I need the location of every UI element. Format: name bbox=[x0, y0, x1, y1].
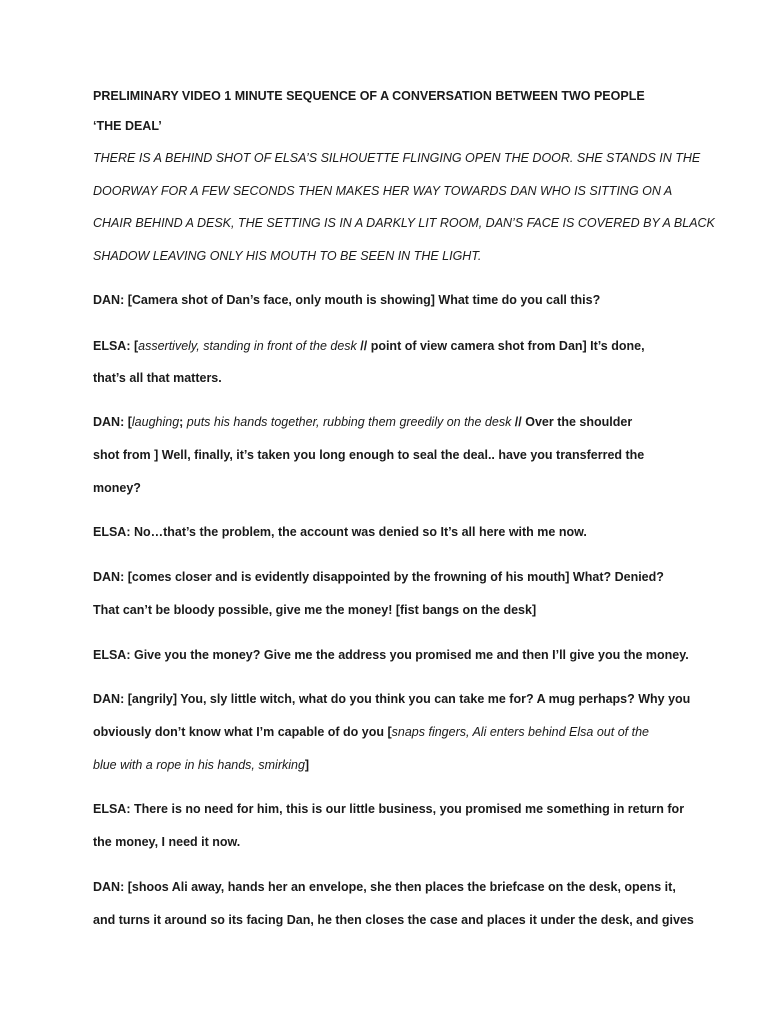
stage-direction: blue with a rope in his hands, smirking bbox=[93, 758, 305, 772]
script-line-dan-5: DAN: [shoos Ali away, hands her an envelope, she then places the briefcase on the desk, opens it, bbox=[93, 880, 676, 894]
camera-direction: shot from bbox=[93, 448, 155, 462]
script-line-dan-2 bbox=[93, 414, 632, 430]
script-line-elsa-4-cont: the money, I need it now. bbox=[93, 835, 241, 849]
dialogue-text: ] What? Denied? bbox=[565, 570, 664, 584]
dialogue-text: ] You, sly little witch, what do you think you can take me for? A mug perhaps? Why you bbox=[172, 692, 691, 706]
intro-line-4: SHADOW LEAVING ONLY HIS MOUTH TO BE SEEN IN THE LIGHT. bbox=[93, 249, 482, 263]
speaker-label: DAN: [ bbox=[93, 293, 132, 307]
stage-direction: puts his hands together, rubbing them greedily on the desk bbox=[183, 415, 512, 429]
speaker-label: ELSA: [ bbox=[93, 339, 139, 353]
dialogue-text: ] Well, finally, it’s taken you long enough to seal the deal.. have you transferred the bbox=[154, 448, 645, 462]
dialogue-text: obviously don’t know what I’m capable of do you [ bbox=[93, 725, 392, 739]
script-line-dan-4-cont-2 bbox=[93, 757, 309, 773]
intro-line-1: THERE IS A BEHIND SHOT OF ELSA’S SILHOUETTE FLINGING OPEN THE DOOR. SHE STANDS IN THE bbox=[93, 151, 701, 165]
camera-direction: point of view camera shot from Dan bbox=[370, 339, 583, 353]
intro-line-2: DOORWAY FOR A FEW SECONDS THEN MAKES HER WAY TOWARDS DAN WHO IS SITTING ON A bbox=[93, 184, 673, 198]
camera-direction: Over the shoulder bbox=[525, 415, 633, 429]
dialogue-text: ] What time do you call this? bbox=[430, 293, 601, 307]
script-line-dan-4-cont-1 bbox=[93, 724, 649, 740]
script-line-elsa-4: ELSA: There is no need for him, this is our little business, you promised me something in return for bbox=[93, 802, 685, 816]
stage-direction: comes closer and is evidently disappointed by the frowning of his mouth bbox=[131, 570, 566, 584]
dialogue-text: ] It’s done, bbox=[582, 339, 645, 353]
script-line-dan-2-cont-1 bbox=[93, 447, 644, 463]
direction-separator: // bbox=[511, 415, 526, 429]
script-line-dan-3 bbox=[93, 569, 664, 585]
stage-direction: laughing bbox=[131, 415, 180, 429]
script-line-elsa-2: ELSA: No…that’s the problem, the account was denied so It’s all here with me now. bbox=[93, 525, 587, 539]
bracket-close: ] bbox=[304, 758, 310, 772]
stage-direction: assertively, standing in front of the desk bbox=[138, 339, 357, 353]
speaker-label: DAN: [ bbox=[93, 692, 132, 706]
speaker-label: DAN: [ bbox=[93, 415, 132, 429]
document-heading: PRELIMINARY VIDEO 1 MINUTE SEQUENCE OF A CONVERSATION BETWEEN TWO PEOPLE bbox=[93, 89, 645, 103]
stage-direction: snaps fingers, Ali enters behind Elsa out of the bbox=[391, 725, 649, 739]
script-line-dan-1 bbox=[93, 292, 600, 308]
script-line-dan-4 bbox=[93, 691, 690, 707]
script-line-elsa-3: ELSA: Give you the money? Give me the address you promised me and then I’ll give you the money. bbox=[93, 648, 689, 662]
script-line-dan-5-cont: and turns it around so its facing Dan, he then closes the case and places it under the desk, and gives bbox=[93, 913, 694, 927]
script-line-dan-3-cont: That can’t be bloody possible, give me the money! [fist bangs on the desk] bbox=[93, 603, 537, 617]
stage-direction: Camera shot of Dan’s face, only mouth is showing bbox=[131, 293, 431, 307]
speaker-label: DAN: [ bbox=[93, 570, 132, 584]
script-line-elsa-1 bbox=[93, 338, 645, 354]
direction-separator: // bbox=[356, 339, 371, 353]
script-line-elsa-1-cont: that’s all that matters. bbox=[93, 371, 222, 385]
script-line-dan-2-cont-2: money? bbox=[93, 481, 141, 495]
document-title: ‘THE DEAL’ bbox=[93, 119, 162, 133]
direction-semicolon: ; bbox=[179, 415, 184, 429]
stage-direction: angrily bbox=[131, 692, 173, 706]
intro-line-3: CHAIR BEHIND A DESK, THE SETTING IS IN A DARKLY LIT ROOM, DAN’S FACE IS COVERED BY A BLACK bbox=[93, 216, 715, 230]
